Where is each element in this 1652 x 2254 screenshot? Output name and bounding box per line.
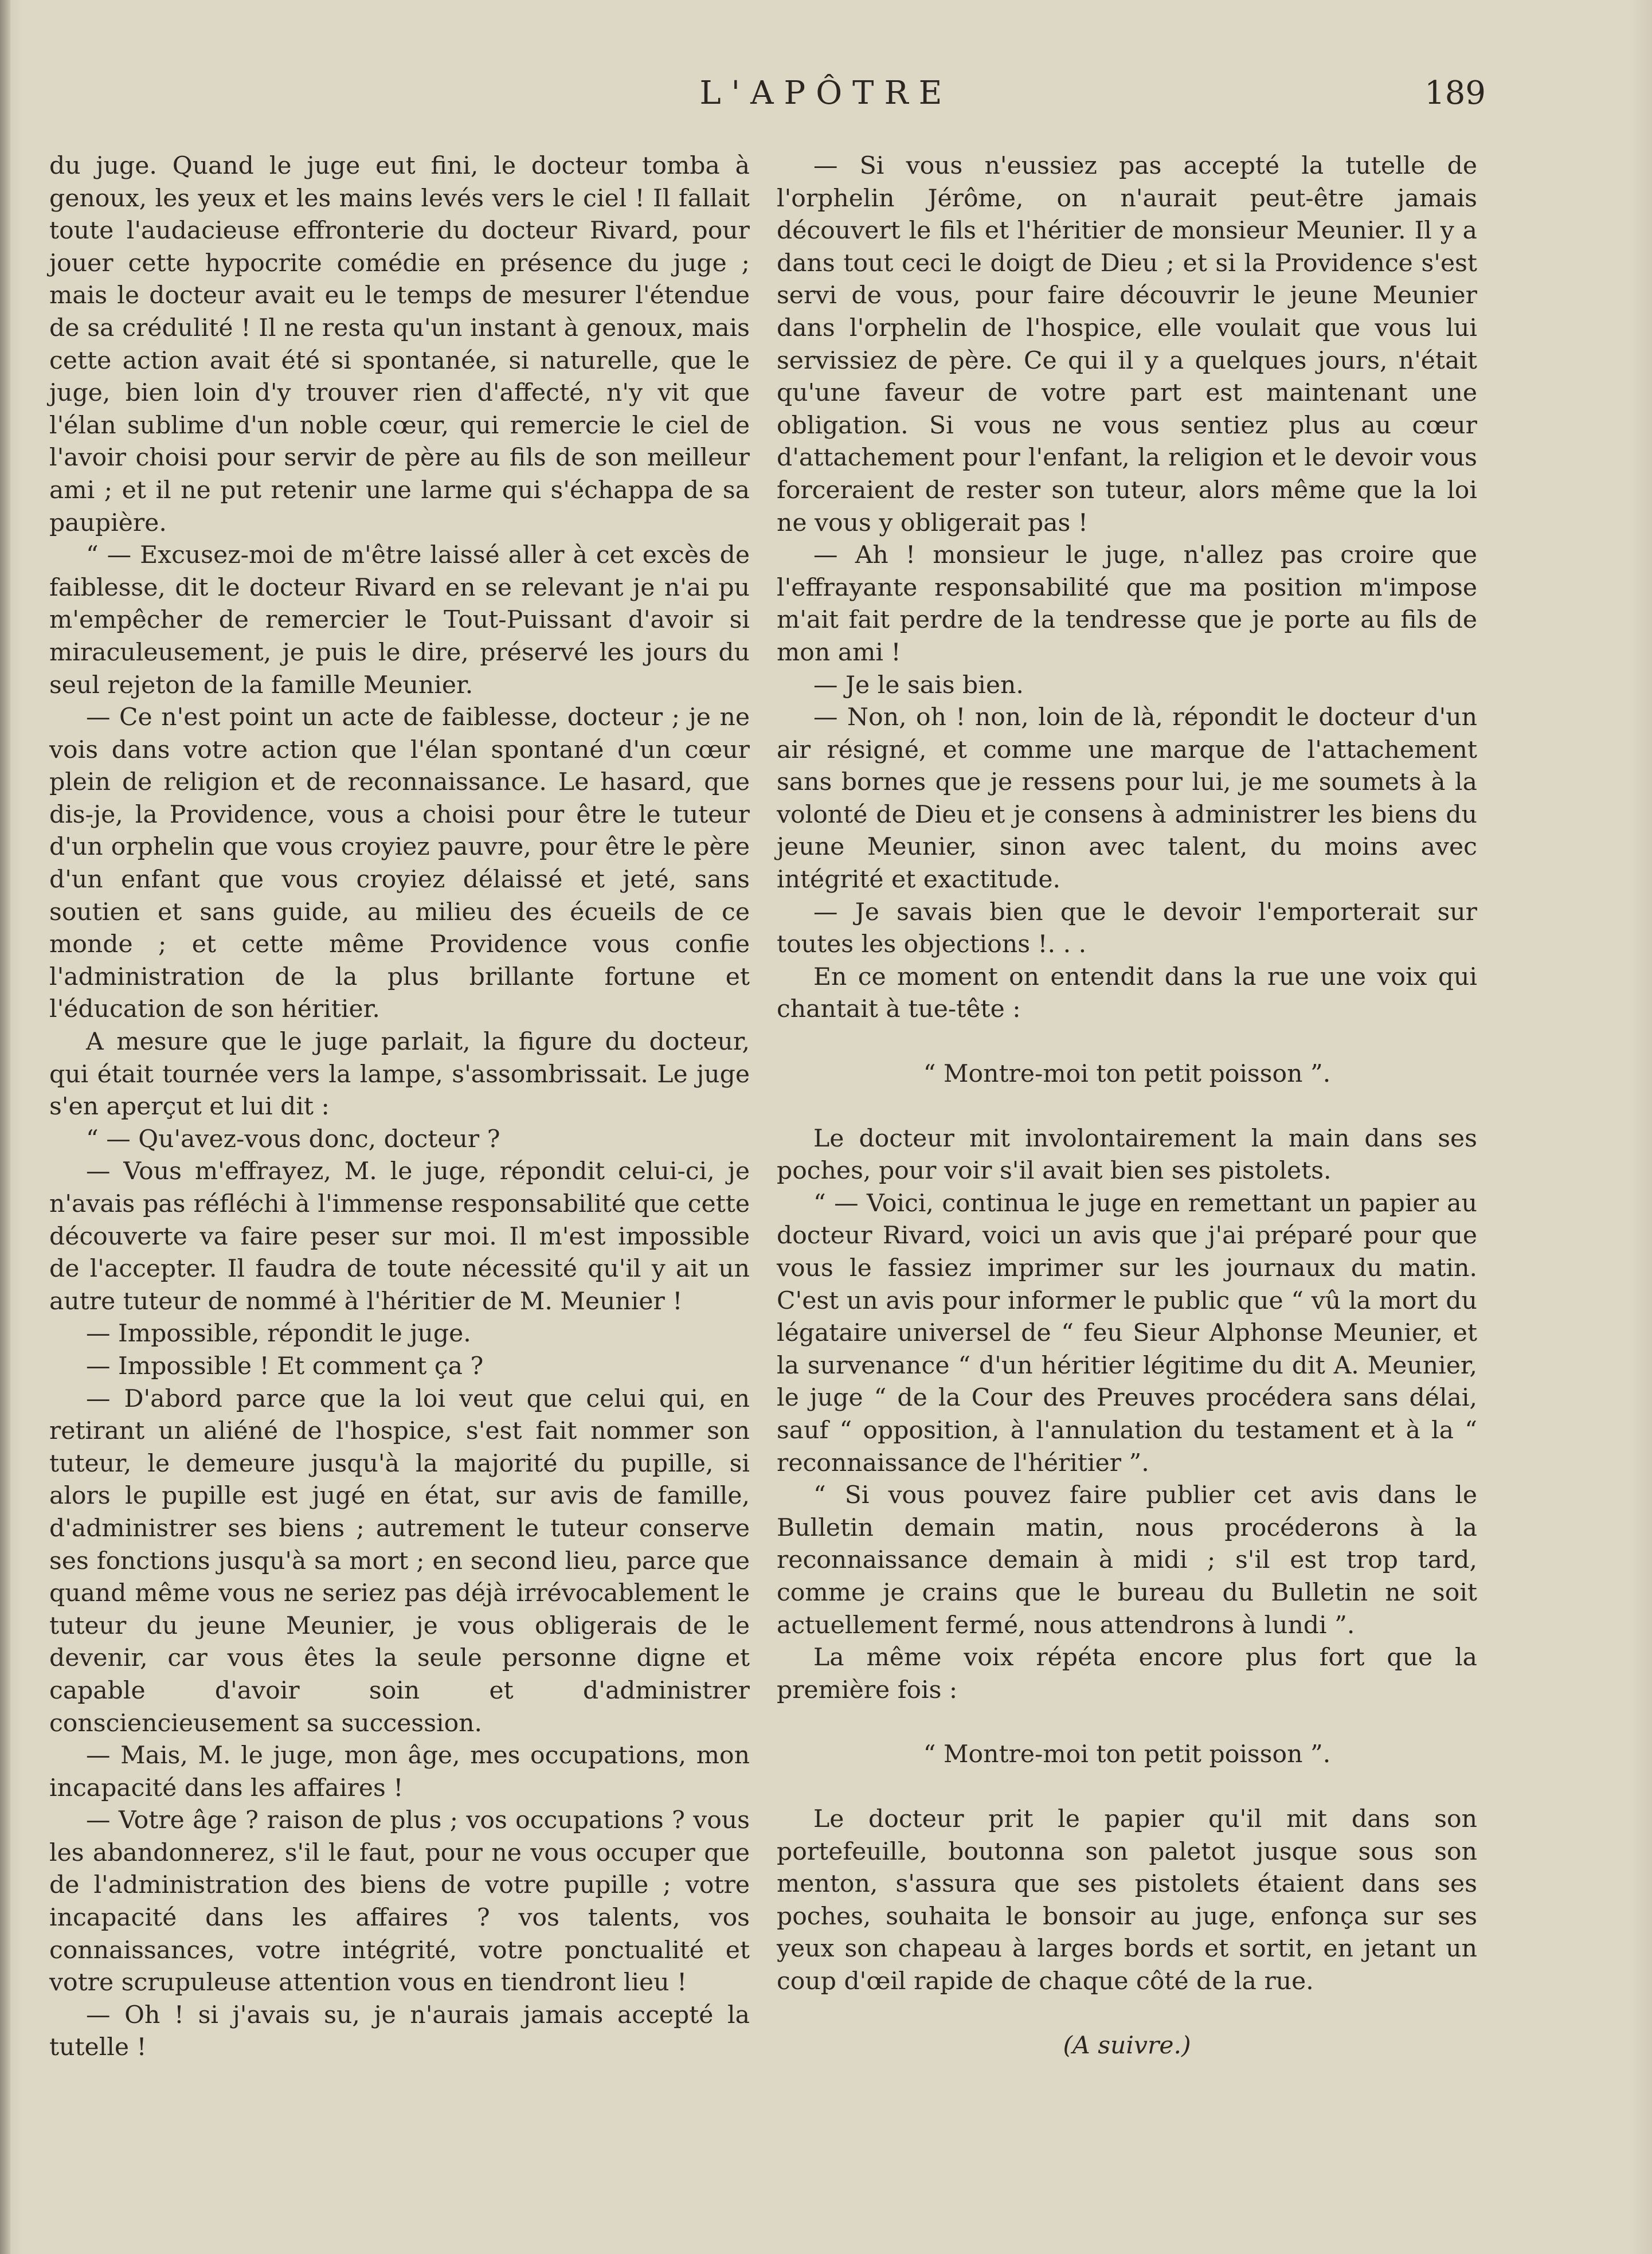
song-verse: “ Montre-moi ton petit poisson ”. [923,1740,1331,1769]
page-number: 189 [1424,75,1486,112]
paragraph: — Si vous n'eussiez pas accepté la tutelle de l'orphelin Jérôme, on n'aurait peut-être jamais découvert le fils et l'héritier de monsieur Meunier. Il y a dans tout ceci le doigt de Dieu ; et si la Providence s'est servi de vous, pour faire découvrir le jeune Meunier dans l'orphelin de l'hospice, elle voulait que vous lui servissiez de père. Ce qui il y a quelques jours, n'était qu'une faveur de votre part est maintenant une obligation. Si vous ne vous sentiez plus au cœur d'attachement pour l'enfant, la religion et le devoir vous forceraient de rester son tuteur, alors même que la loi ne vous y obligerait pas ! [777,152,1477,537]
running-title: L'APÔTRE [699,75,953,112]
paragraph: — Je savais bien que le devoir l'emporterait sur toutes les objections !. . . [777,898,1477,959]
paragraph: — Impossible ! Et comment ça ? [86,1352,484,1380]
paragraph: — Non, oh ! non, loin de là, répondit le docteur d'un air résigné, et comme une marque de l'attachement sans bornes que je ressens pour lui, je me soumets à la volonté de Dieu et je consens à administrer les biens du jeune Meunier, sinon avec talent, du moins avec intégrité et exactitude. [777,703,1477,894]
paragraph: — Oh ! si j'avais su, je n'aurais jamais accepté la tutelle ! [49,2001,750,2062]
left-column [49,150,750,2064]
paragraph: — Je le sais bien. [813,671,1024,699]
paragraph: — Vous m'effrayez, M. le juge, répondit celui-ci, je n'avais pas réfléchi à l'immense responsabilité que cette découverte va faire peser sur moi. Il m'est impossible de l'accepter. Il faudra de toute nécessité qu'il y ait un autre tuteur de nommé à l'héritier de M. Meunier ! [49,1157,750,1316]
paragraph: — D'abord parce que la loi veut que celui qui, en retirant un aliéné de l'hospice, s'est fait nommer son tuteur, le demeure jusqu'à la majorité du pupille, si alors le pupille est jugé en état, sur avis de famille, d'administrer ses biens ; autrement le tuteur conserve ses fonctions jusqu'à sa mort ; en second lieu, parce que quand même vous ne seriez pas déjà irrévocablement le tuteur du jeune Meunier, je vous obligerais de le devenir, car vous êtes la seule personne digne et capable d'avoir soin et d'administrer consciencieusement sa succession. [49,1384,750,1738]
paragraph: Le docteur mit involontairement la main dans ses poches, pour voir s'il avait bien ses pistolets. [777,1124,1477,1185]
paragraph: En ce moment on entendit dans la rue une voix qui chantait à tue-tête : [777,962,1477,1024]
paragraph: “ — Excusez-moi de m'être laissé aller à cet excès de faiblesse, dit le docteur Rivard en se relevant je n'ai pu m'empêcher de remercier le Tout-Puissant d'avoir si miraculeusement, je puis le dire, préservé les jours du seul rejeton de la famille Meunier. [49,541,750,699]
paragraph: Le docteur prit le papier qu'il mit dans son portefeuille, boutonna son paletot jusque sous son menton, s'assura que ses pistolets étaient dans ses poches, souhaita le bonsoir au juge, enfonça sur ses yeux son chapeau à larges bords et sortit, en jetant un coup d'œil rapide de chaque côté de la rue. [777,1805,1477,1995]
paragraph: du juge. Quand le juge eut fini, le docteur tomba à genoux, les yeux et les mains levés vers le ciel ! Il fallait toute l'audacieuse effronterie du docteur Rivard, pour jouer cette hypocrite comédie en présence du juge ; mais le docteur avait eu le temps de mesurer l'étendue de sa crédulité ! Il ne resta qu'un instant à genoux, mais cette action avait été si spontanée, si naturelle, que le juge, bien loin d'y trouver rien d'affecté, n'y vit que l'élan sublime d'un noble cœur, qui remercie le ciel de l'avoir choisi pour servir de père au fils de son meilleur ami ; et il ne put retenir une larme qui s'échappa de sa paupière. [49,152,750,537]
paragraph: “ Si vous pouvez faire publier cet avis dans le Bulletin demain matin, nous procéderons à la reconnaissance demain à midi ; s'il est trop tard, comme je crains que le bureau du Bulletin ne soit actuellement fermé, nous attendrons à lundi ”. [777,1481,1477,1639]
paragraph: “ — Qu'avez-vous donc, docteur ? [86,1125,500,1153]
right-column [777,150,1477,2063]
page-spine-shadow [0,0,10,2254]
paragraph: — Mais, M. le juge, mon âge, mes occupations, mon incapacité dans les affaires ! [49,1742,750,1802]
song-verse: “ Montre-moi ton petit poisson ”. [923,1060,1331,1089]
paragraph: La même voix répéta encore plus fort que la première fois : [777,1643,1477,1704]
paragraph: “ — Voici, continua le juge en remettant un papier au docteur Rivard, voici un avis que j'ai préparé pour que vous le fassiez imprimer sur les journaux du matin. C'est un avis pour informer le public que “ vû la mort du légataire universel de “ feu Sieur Alphonse Meunier, et la survenance “ d'un héritier légitime du dit A. Meunier, le juge “ de la Cour des Preuves procédera sans délai, sauf “ opposition, à l'annulation du testament et à la “ reconnaissance de l'héritier ”. [777,1189,1477,1477]
page-header [0,75,1652,120]
paragraph: A mesure que le juge parlait, la figure du docteur, qui était tournée vers la lampe, s'assombrissait. Le juge s'en aperçut et lui dit : [49,1028,750,1121]
continued-note: (A suivre.) [1063,2032,1191,2060]
paragraph: — Ce n'est point un acte de faiblesse, docteur ; je ne vois dans votre action que l'élan spontané d'un cœur plein de religion et de reconnaissance. Le hasard, que dis-je, la Providence, vous a choisi pour être le tuteur d'un orphelin que vous croyiez pauvre, pour être le père d'un enfant que vous croyiez délaissé et jeté, sans soutien et sans guide, au milieu des écueils de ce monde ; et cette même Providence vous confie l'administration de la plus brillante fortune et l'éducation de son héritier. [49,703,750,1024]
paragraph: — Ah ! monsieur le juge, n'allez pas croire que l'effrayante responsabilité que ma position m'impose m'ait fait perdre de la tendresse que je porte au fils de mon ami ! [777,541,1477,667]
paragraph: — Votre âge ? raison de plus ; vos occupations ? vous les abandonnerez, s'il le faut, pour ne vous occuper que de l'administration des biens de votre pupille ; votre incapacité dans les affaires ? vos talents, vos connaissances, votre intégrité, votre ponctualité et votre scrupuleuse attention vous en tiendront lieu ! [49,1806,750,1997]
paragraph: — Impossible, répondit le juge. [86,1320,471,1348]
